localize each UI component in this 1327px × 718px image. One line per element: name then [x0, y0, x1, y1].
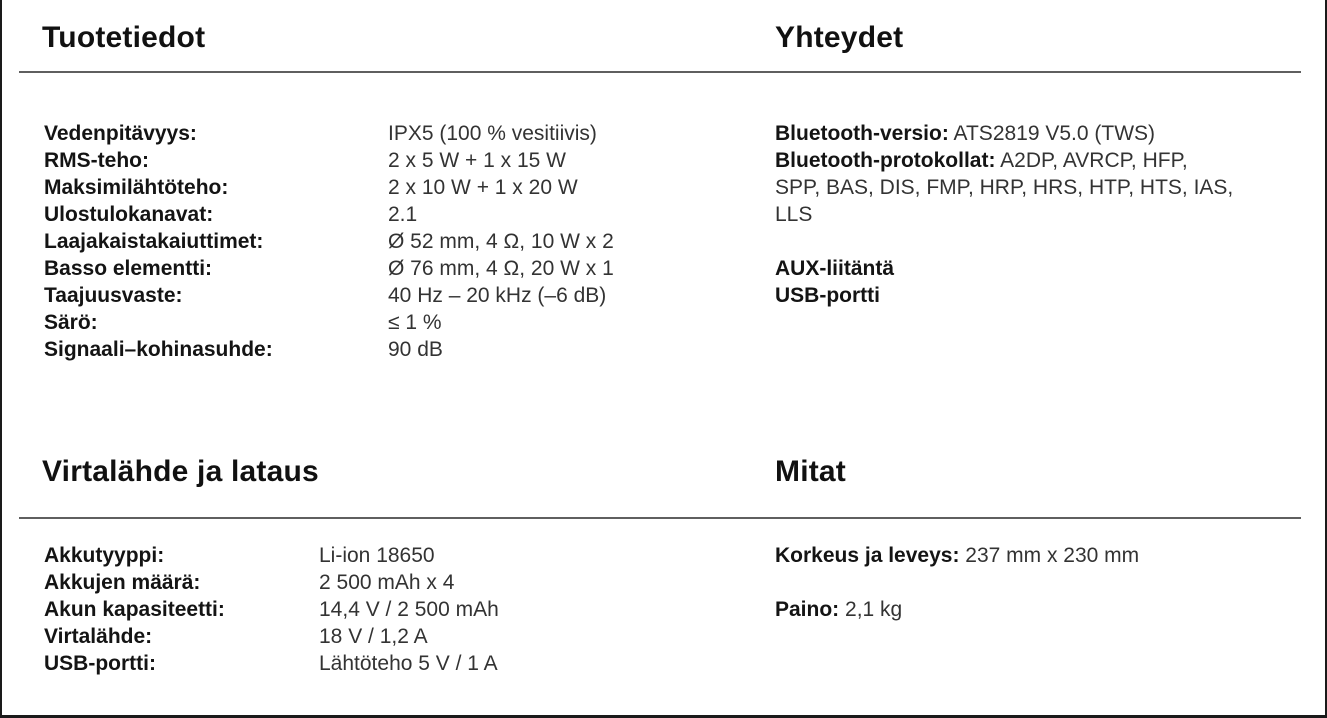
spec-label: Taajuusvaste:: [44, 284, 183, 307]
spec-value: 2.1: [388, 203, 418, 226]
table-row: [44, 255, 614, 282]
spec-value: Lähtöteho 5 V / 1 A: [319, 652, 498, 675]
port-usb-label: USB-portti: [775, 284, 880, 307]
bluetooth-version-value-text: ATS2819 V5.0 (TWS): [953, 122, 1156, 145]
spec-label: Särö:: [44, 311, 98, 334]
spec-value: ≤ 1 %: [388, 311, 442, 334]
table-row: [44, 336, 614, 363]
spec-value: 14,4 V / 2 500 mAh: [319, 598, 499, 621]
dimensions-column: [775, 542, 1320, 623]
dimensions-size-line: [775, 542, 1320, 569]
section-title-connections: Yhteydet: [775, 21, 904, 54]
spec-value: IPX5 (100 % vesitiivis): [388, 122, 597, 145]
spec-label: RMS-teho:: [44, 149, 149, 172]
spec-table-product: [44, 120, 614, 363]
connections-column: [775, 120, 1320, 309]
spec-value: Ø 52 mm, 4 Ω, 10 W x 2: [388, 230, 614, 253]
spec-label: Basso elementti:: [44, 257, 213, 280]
spec-label: Vedenpitävyys:: [44, 122, 197, 145]
spec-label: Korkeus ja leveys:: [775, 544, 960, 567]
spec-value: 40 Hz – 20 kHz (–6 dB): [388, 284, 607, 307]
spacer: [775, 569, 1320, 596]
dimensions-weight-line: [775, 596, 1320, 623]
port-aux-label: AUX-liitäntä: [775, 257, 895, 280]
table-row: [44, 309, 614, 336]
spec-value: 2,1 kg: [845, 598, 903, 621]
table-row: [44, 120, 614, 147]
header-rule-bottom: [19, 517, 1301, 519]
section-title-dimensions: Mitat: [775, 455, 846, 488]
spec-label: Virtalähde:: [44, 625, 153, 648]
table-row: [44, 623, 499, 650]
section-title-power: Virtalähde ja lataus: [42, 455, 319, 488]
spec-table-power: [44, 542, 499, 677]
spec-value: 18 V / 1,2 A: [319, 625, 428, 648]
spec-value: 2 x 10 W + 1 x 20 W: [388, 176, 578, 199]
table-row: [44, 201, 614, 228]
bluetooth-version-label: Bluetooth-versio:: [775, 122, 949, 145]
table-row: [44, 228, 614, 255]
spec-label: USB-portti:: [44, 652, 156, 675]
spec-value: 90 dB: [388, 338, 443, 361]
bluetooth-protocols-label: Bluetooth-protokollat:: [775, 149, 996, 172]
spec-value: Li-ion 18650: [319, 544, 435, 567]
spacer: [775, 228, 1320, 255]
table-row: [44, 650, 499, 677]
spec-value: Ø 76 mm, 4 Ω, 20 W x 1: [388, 257, 614, 280]
section-title-product: Tuotetiedot: [42, 21, 206, 54]
spec-label: Akun kapasiteetti:: [44, 598, 225, 621]
bluetooth-protocols-line-3: LLS: [775, 203, 813, 226]
spec-label: Ulostulokanavat:: [44, 203, 214, 226]
table-row: [44, 596, 499, 623]
table-row: [44, 282, 614, 309]
spec-label: Paino:: [775, 598, 840, 621]
bluetooth-version-line: [775, 120, 1320, 147]
spec-value: 2 500 mAh x 4: [319, 571, 455, 594]
table-row: [44, 147, 614, 174]
bluetooth-protocols-text-1: A2DP, AVRCP, HFP,: [1000, 149, 1188, 172]
bluetooth-protocols-line-1: [775, 147, 1320, 174]
header-rule-top: [19, 71, 1301, 73]
spec-value: 2 x 5 W + 1 x 15 W: [388, 149, 566, 172]
bluetooth-protocols-line-2: SPP, BAS, DIS, FMP, HRP, HRS, HTP, HTS, IAS,: [775, 176, 1234, 199]
table-row: [44, 569, 499, 596]
spec-label: Akkutyyppi:: [44, 544, 165, 567]
spec-label: Maksimilähtöteho:: [44, 176, 229, 199]
spec-label: Signaali–kohinasuhde:: [44, 338, 273, 361]
spec-label: Laajakaistakaiuttimet:: [44, 230, 264, 253]
spec-label: Akkujen määrä:: [44, 571, 201, 594]
table-row: [44, 174, 614, 201]
spec-value: 237 mm x 230 mm: [965, 544, 1140, 567]
table-row: [44, 542, 499, 569]
